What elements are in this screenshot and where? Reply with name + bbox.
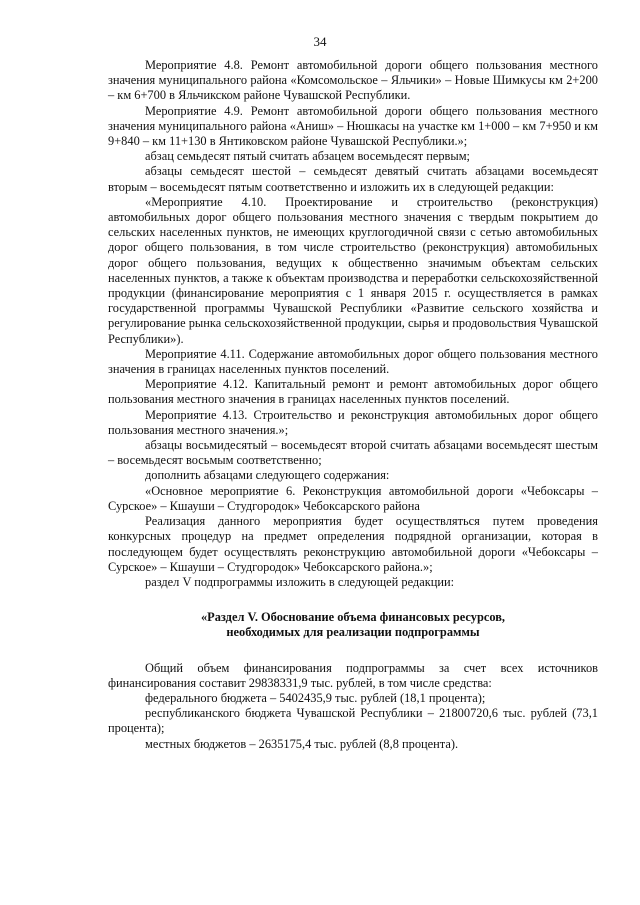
paragraph-measure-4-9: Мероприятие 4.9. Ремонт автомобильной дороги общего пользования местного значения муниципального района «Аниш» – Нюшкасы на участке км 1+000 – км 7+950 и км 9+840 – км 11+130 в Янтиковском районе Чувашской Республики.»;	[108, 103, 598, 149]
paragraph-measure-4-10: «Мероприятие 4.10. Проектирование и строительство (реконструкция) автомобильных дорог общего пользования местного значения с твердым покрытием до сельских населенных пунктов, не имеющих круглогодичной связи с сетью автомобильных дорог общего пользования, в том числе строительство (реконструкция) автомобильных дорог общего пользования, ведущих к общественно значимым объектам сельских населенных пунктов, а также к объектам производства и переработки сельскохозяйственной продукции (финансирование мероприятия с 1 января 2015 г. осуществляется в рамках государственной программы Чувашской Республики «Развитие сельского хозяйства и регулирование рынка сельскохозяйственной продукции, сырья и продовольствия Чувашской Республики»).	[108, 194, 598, 346]
paragraph-republican-budget: республиканского бюджета Чувашской Республики – 21800720,6 тыс. рублей (73,1 процента);	[108, 706, 598, 736]
paragraph-amendment-76-79: абзацы семьдесят шестой – семьдесят девятый считать абзацами восемьдесят вторым – восемьдесят пятым соответственно и изложить их в следующей редакции:	[108, 164, 598, 194]
paragraph-amendment-75: абзац семьдесят пятый считать абзацем восемьдесят первым;	[145, 149, 471, 164]
section-heading	[108, 610, 598, 640]
document-body	[108, 58, 598, 752]
paragraph-section-v-intro: раздел V подпрограммы изложить в следующей редакции:	[145, 574, 455, 589]
paragraph-measure-4-12: Мероприятие 4.12. Капитальный ремонт и ремонт автомобильных дорог общего пользования местного значения в границах населенных пунктов поселений.	[108, 377, 598, 407]
paragraph-measure-4-8: Мероприятие 4.8. Ремонт автомобильной дороги общего пользования местного значения муниципального района «Комсомольское – Яльчики» – Новые Шимкусы км 2+200 – км 6+700 в Яльчикском районе Чувашской Республики.	[108, 58, 598, 103]
paragraph-measure-6-implementation: Реализация данного мероприятия будет осуществляться путем проведения конкурсных процедур на предмет определения подрядной организации, которая в последующем будет осуществлять реконструкцию автомобильной дороги «Чебоксары – Сурское» – Кшауши – Студгородок» Чебоксарского района.»;	[108, 514, 598, 574]
paragraph-measure-4-13: Мероприятие 4.13. Строительство и реконструкция автомобильных дорог общего пользования местного значения.»;	[108, 407, 598, 437]
paragraph-amendment-80-82: абзацы восьмидесятый – восемьдесят второй считать абзацами восемьдесят шестым – восемьдесят восьмым соответственно;	[108, 438, 598, 468]
paragraph-total-financing: Общий объем финансирования подпрограммы за счет всех источников финансирования составит 29838331,9 тыс. рублей, в том числе средства:	[108, 660, 598, 690]
paragraph-local-budgets: местных бюджетов – 2635175,4 тыс. рублей (8,8 процента).	[145, 736, 459, 751]
page-number: 34	[313, 34, 327, 49]
section-heading-line-2: необходимых для реализации подпрограммы	[226, 625, 480, 640]
paragraph-main-measure-6: «Основное мероприятие 6. Реконструкция автомобильной дороги «Чебоксары – Сурское» – Кшауши – Студгородок» Чебоксарского района	[108, 483, 598, 513]
paragraph-supplement-intro: дополнить абзацами следующего содержания:	[145, 468, 390, 483]
section-heading-line-1: «Раздел V. Обоснование объема финансовых ресурсов,	[200, 610, 506, 625]
paragraph-measure-4-11: Мероприятие 4.11. Содержание автомобильных дорог общего пользования местного значения в границах населенных пунктов поселений.	[108, 346, 598, 377]
paragraph-federal-budget: федерального бюджета – 5402435,9 тыс. рублей (18,1 процента);	[145, 690, 486, 705]
